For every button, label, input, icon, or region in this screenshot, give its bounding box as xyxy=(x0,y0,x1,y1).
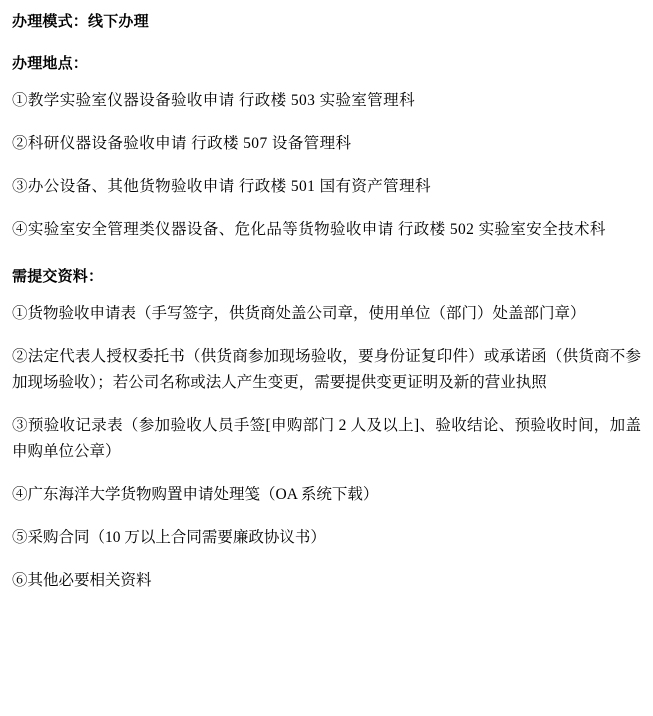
list-item: ③预验收记录表（参加验收人员手签[申购部门 2 人及以上]、验收结论、预验收时间，加盖申购单位公章） xyxy=(12,417,641,460)
section-heading-mode: 办理模式：线下办理 xyxy=(12,12,149,30)
list-item: ③办公设备、其他货物验收申请 行政楼 501 国有资产管理科 xyxy=(12,178,431,195)
section-heading-materials: 需提交资料： xyxy=(12,267,104,285)
list-item: ④实验室安全管理类仪器设备、危化品等货物验收申请 行政楼 502 实验室安全技术科 xyxy=(12,221,606,238)
list-item: ①货物验收申请表（手写签字，供货商处盖公司章，使用单位（部门）处盖部门章） xyxy=(12,305,586,322)
list-item: ②科研仪器设备验收申请 行政楼 507 设备管理科 xyxy=(12,135,352,152)
section-heading-location: 办理地点： xyxy=(12,54,89,72)
list-item: ②法定代表人授权委托书（供货商参加现场验收，要身份证复印件）或承诺函（供货商不参加现场验收）；若公司名称或法人产生变更，需要提供变更证明及新的营业执照 xyxy=(12,348,641,391)
location-list xyxy=(12,88,641,243)
list-item: ①教学实验室仪器设备验收申请 行政楼 503 实验室管理科 xyxy=(12,92,415,109)
materials-list xyxy=(12,301,641,594)
list-item: ⑤采购合同（10 万以上合同需要廉政协议书） xyxy=(12,529,326,546)
list-item: ⑥其他必要相关资料 xyxy=(12,572,152,589)
list-item: ④广东海洋大学货物购置申请处理笺（OA 系统下载） xyxy=(12,486,379,503)
